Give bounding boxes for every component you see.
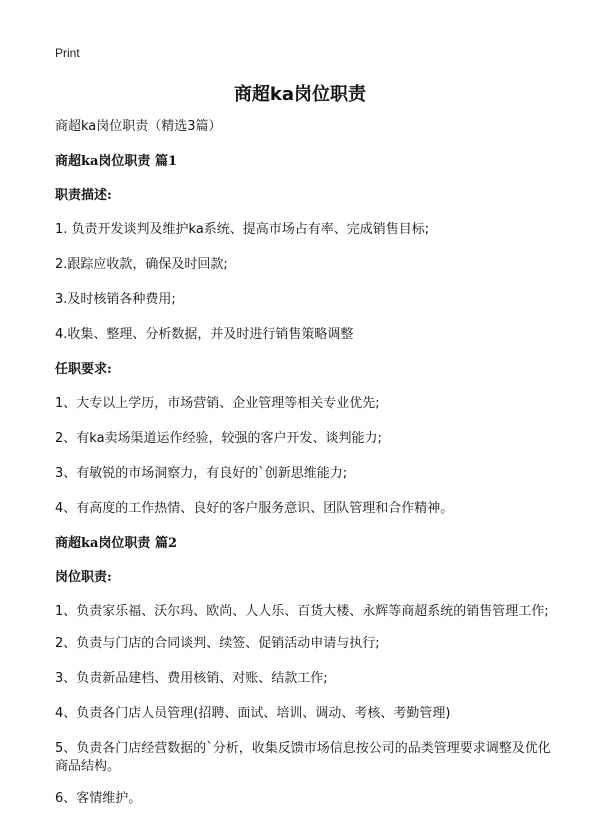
list-item: 1. 负责开发谈判及维护ka系统、提高市场占有率、完成销售目标; [55, 222, 430, 237]
position-duties-label: 岗位职责: [55, 570, 112, 585]
list-item: 4、有高度的工作热情、良好的客户服务意识、团队管理和合作精神。 [55, 501, 454, 516]
list-item: 1、大专以上学历，市场营销、企业管理等相关专业优先; [55, 396, 380, 411]
list-item: 1、负责家乐福、沃尔玛、欧尚、人人乐、百货大楼、永辉等商超系统的销售管理工作; [55, 604, 549, 619]
section-title-2: 商超ka岗位职责 篇2 [55, 536, 178, 551]
document-title: 商超ka岗位职责 [233, 84, 367, 105]
list-item: 5、负责各门店经营数据的`分析，收集反馈市场信息按公司的品类管理要求调整及优化商品结构。 [55, 741, 551, 774]
list-item: 3.及时核销各种费用; [55, 292, 176, 307]
document-subtitle: 商超ka岗位职责（精选3篇） [55, 119, 222, 134]
document-body [55, 118, 555, 825]
duty-description-label: 职责描述: [55, 188, 112, 203]
list-item: 4、负责各门店人员管理(招聘、面试、培训、调动、考核、考勤管理) [55, 706, 451, 721]
list-item: 2、负责与门店的合同谈判、续签、促销活动申请与执行; [55, 636, 380, 651]
list-item: 6、客情维护。 [55, 791, 142, 806]
list-item: 2、有ka卖场渠道运作经验，较强的客户开发、谈判能力; [55, 431, 382, 446]
list-item: 3、负责新品建档、费用核销、对账、结款工作; [55, 671, 328, 686]
requirements-label: 任职要求: [55, 362, 112, 377]
list-item: 4.收集、整理、分析数据，并及时进行销售策略调整 [55, 327, 354, 342]
section-title-1: 商超ka岗位职责 篇1 [55, 154, 178, 169]
list-item: 2.跟踪应收款，确保及时回款; [55, 257, 228, 272]
list-item: 3、有敏锐的市场洞察力，有良好的`创新思维能力; [55, 466, 348, 481]
print-label: Print [55, 46, 80, 60]
